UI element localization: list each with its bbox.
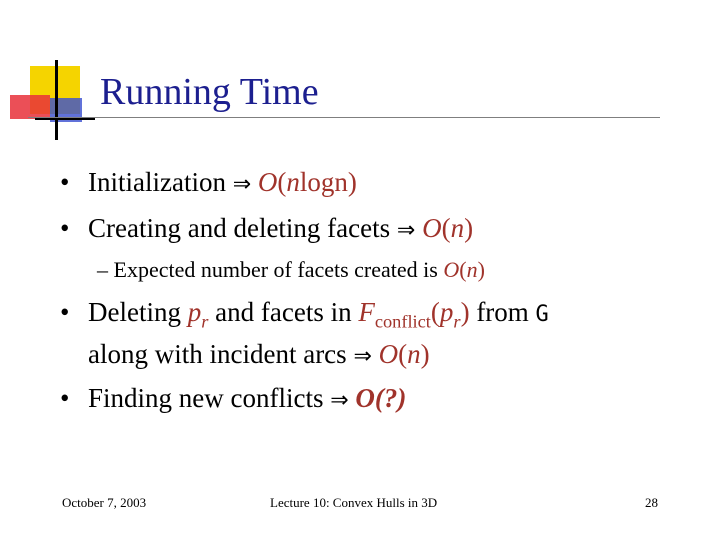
complexity-result: O(nlogn) bbox=[257, 167, 357, 197]
complexity-result: O(n) bbox=[378, 339, 430, 369]
bullet-text: Creating and deleting facets ⇒ O(n) bbox=[88, 213, 474, 243]
footer-page-number: 28 bbox=[645, 495, 658, 510]
bullet-marker: • bbox=[60, 383, 70, 413]
footer-date: October 7, 2003 bbox=[62, 495, 147, 510]
implies-symbol: ⇒ bbox=[232, 172, 252, 197]
implies-symbol: ⇒ bbox=[330, 388, 349, 413]
bullet-text: Finding new conflicts ⇒ O(?) bbox=[88, 383, 407, 413]
bullet-marker: • bbox=[60, 297, 70, 327]
implies-symbol: ⇒ bbox=[396, 218, 416, 243]
logo-red-square bbox=[10, 95, 50, 119]
title-divider bbox=[28, 117, 660, 118]
sub-bullet-text: Expected number of facets created is bbox=[113, 257, 438, 282]
bullet-text-line-2: along with incident arcs ⇒ O(n) bbox=[88, 339, 430, 369]
bullet-text-line-1: Deleting $p_r$ and facets in $F_{conflict}(p_r)$ from G bbox=[88, 297, 549, 332]
bullet-marker: • bbox=[60, 167, 70, 197]
slide-title: Running Time bbox=[100, 71, 319, 113]
bullet-marker: • bbox=[60, 213, 70, 243]
implies-symbol: ⇒ bbox=[353, 344, 372, 369]
complexity-result: O(n) bbox=[422, 213, 474, 243]
logo-vertical-line bbox=[55, 60, 58, 140]
footer-lecture-title: Lecture 10: Convex Hulls in 3D bbox=[270, 495, 438, 510]
sub-bullet-expected-facets bbox=[97, 257, 485, 283]
complexity-result: O(n) bbox=[443, 257, 485, 282]
complexity-result: O(?) bbox=[355, 383, 407, 413]
sub-bullet-marker: – bbox=[97, 257, 108, 282]
bullet-text: Initialization ⇒ O(nlogn) bbox=[88, 167, 357, 197]
